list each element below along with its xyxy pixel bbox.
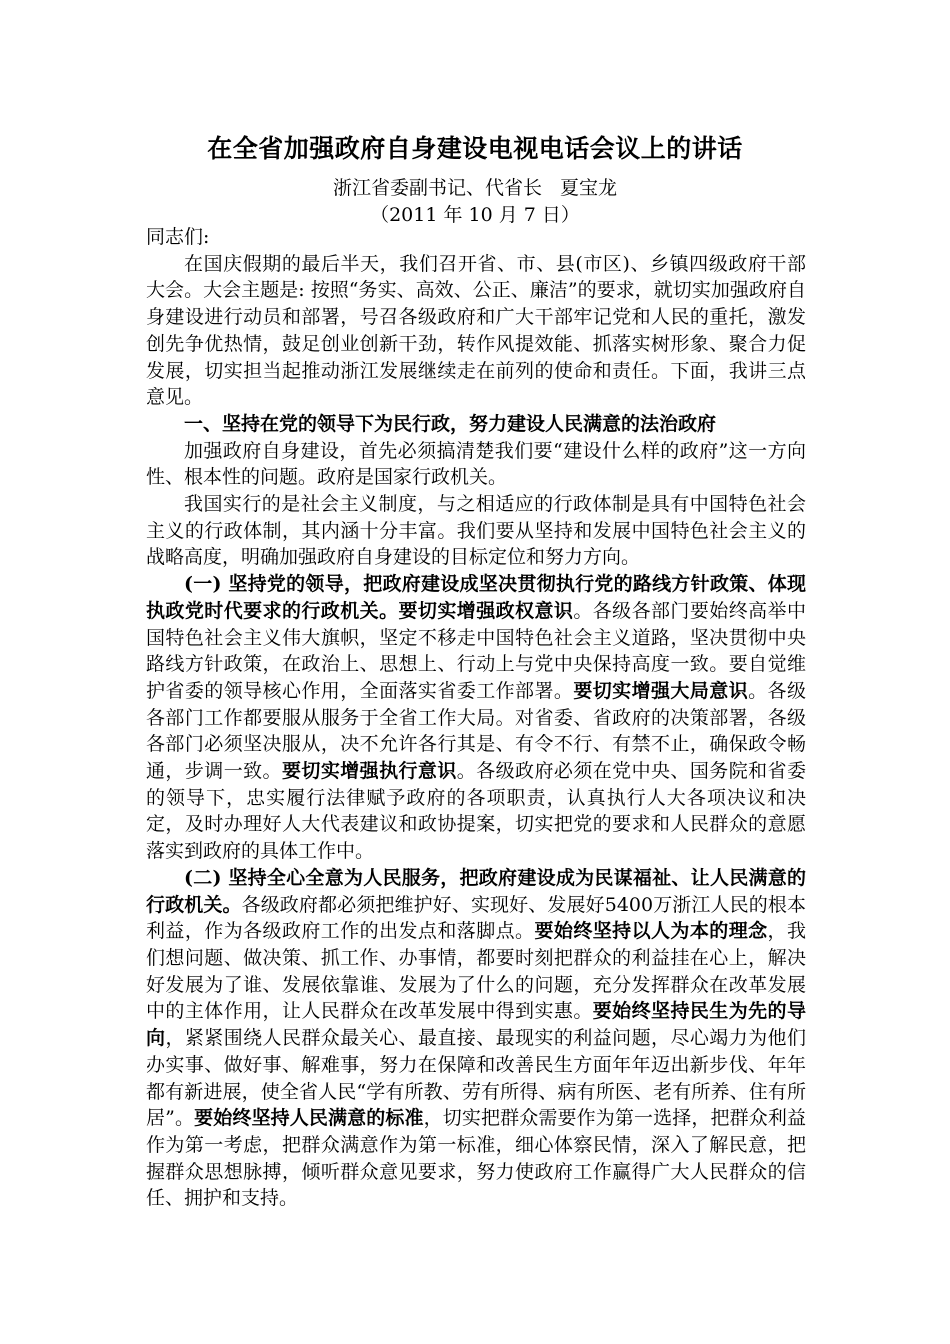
section-1-heading: 一、坚持在党的领导下为民行政，努力建设人民满意的法治政府 [184,412,717,435]
section-1-paragraph-1: 加强政府自身建设，首先必须搞清楚我们要“建设什么样的政府”这一方向性、根本性的问题。政府是国家行政机关。 [146,439,806,489]
document-date: （2011 年 10 月 7 日） [370,204,580,226]
intro-paragraph: 在国庆假期的最后半天，我们召开省、市、县(市区)、乡镇四级政府干部大会。大会主题是: 按照“务实、高效、公正、廉洁”的要求，就切实加强政府自身建设进行动员和部署，号召各级政府和广大干部牢记党和人民的重托，激发创先争优热情，鼓足创业创新干劲，转作风提效能、抓落实树形象、聚合力促发展，切实担当起推动浙江发展继续走在前列的使命和责任。下面，我讲三点意见。 [146,252,806,409]
subsection-2-text-2: ，紧紧围绕人民群众最关心、最直接、最现实的利益问题，尽心竭力为他们办实事、做好事、解难事，努力在保障和改善民生方面年年迈出新步伐、年年都有新进展，使全省人民“学有所教、劳有所得、病有所医、老有所养、住有所居”。 [146,1027,806,1130]
subsection-1-text-3: 。各级政府必须在党中央、国务院和省委的领导下，忠实履行法律赋予政府的各项职责，认真执行人大各项决议和决定，及时办理好人大代表建议和政协提案，切实把党的要求和人民群众的意愿落实到政府的具体工作中。 [146,760,806,863]
subsection-1-text-1: 。各级各部门要始终高举中国特色社会主义伟大旗帜，坚定不移走中国特色社会主义道路，坚决贯彻中央路线方针政策，在政治上、思想上、行动上与党中央保持高度一致。要自觉维护省委的领导核心作用，全面落实省委工作部署。 [146,599,806,702]
subsection-2-point-2: 要始终坚持民生为先的导向 [146,1000,806,1050]
subsection-2-point-1: 要始终坚持以人为本的理念 [534,920,768,943]
subsection-1-text-2: 。各级各部门工作都要服从服务于全省工作大局。对省委、省政府的决策部署，各级各部门必须坚决服从，决不允许各行其是、有令不行、有禁不止，确保政令畅通，步调一致。 [146,679,806,783]
salutation: 同志们: [146,226,210,248]
subsection-1-paragraph [146,571,806,865]
subsection-2-text-3: ，切实把群众需要作为第一选择，把群众利益作为第一考虑，把群众满意作为第一标准，细心体察民情，深入了解民意，把握群众思想脉搏，倾听群众意见要求，努力使政府工作赢得广大人民群众的信任、拥护和支持。 [146,1107,806,1210]
document-author: 浙江省委副书记、代省长 夏宝龙 [332,177,618,199]
subsection-2-point-3: 要始终坚持人民满意的标准 [194,1107,424,1130]
subsection-2-paragraph [146,865,806,1212]
section-1-paragraph-2: 我国实行的是社会主义制度，与之相适应的行政体制是具有中国特色社会主义的行政体制，其内涵十分丰富。我们要从坚持和发展中国特色社会主义的战略高度，明确加强政府自身建设的目标定位和努力方向。 [146,493,806,569]
subsection-2-lead: (二) 坚持全心全意为人民服务，把政府建设成为民谋福祉、让人民满意的行政机关。 [146,866,806,916]
subsection-2-text-0: 各级政府都必须把维护好、实现好、发展好5400万浙江人民的根本利益，作为各级政府工作的出发点和落脚点。 [146,893,806,943]
document-title: 在全省加强政府自身建设电视电话会议上的讲话 [207,134,743,163]
subsection-1-point-2: 要切实增强大局意识 [573,679,749,702]
subsection-2-text-1: ，我们想问题、做决策、抓工作、办事情，都要时刻把群众的利益挂在心上，解决好发展为了谁、发展依靠谁、发展为了什么的问题，充分发挥群众在改革发展中的主体作用，让人民群众在改革发展中得到实惠。 [146,920,806,1023]
subsection-1-point-3: 要切实增强执行意识 [281,760,457,783]
subsection-1-lead: (一) 坚持党的领导，把政府建设成坚决贯彻执行党的路线方针政策、体现执政党时代要求的行政机关。 [146,573,806,622]
subsection-1-point-1: 要切实增强政权意识 [398,599,574,622]
document-body [146,224,806,1212]
